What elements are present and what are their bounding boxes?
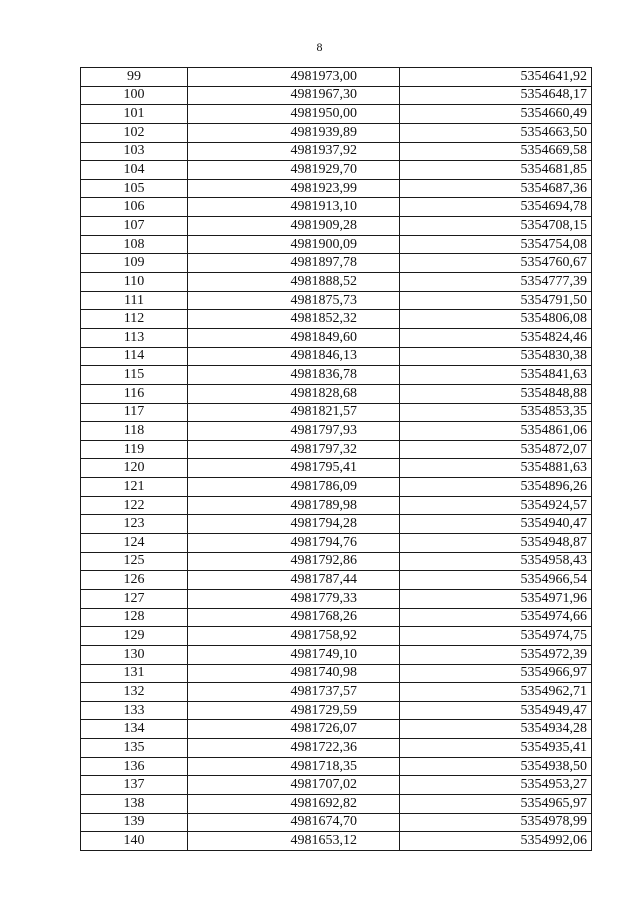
y-coordinate-cell: 5354971,96 <box>400 589 592 608</box>
point-number-cell: 132 <box>81 683 188 702</box>
x-coordinate-cell: 4981768,26 <box>188 608 400 627</box>
point-number-cell: 127 <box>81 589 188 608</box>
point-number-cell: 128 <box>81 608 188 627</box>
y-coordinate-cell: 5354978,99 <box>400 813 592 832</box>
x-coordinate-cell: 4981852,32 <box>188 310 400 329</box>
x-coordinate-cell: 4981740,98 <box>188 664 400 683</box>
y-coordinate-cell: 5354791,50 <box>400 291 592 310</box>
point-number-cell: 114 <box>81 347 188 366</box>
y-coordinate-cell: 5354648,17 <box>400 86 592 105</box>
point-number-cell: 105 <box>81 179 188 198</box>
table-row <box>81 832 592 851</box>
x-coordinate-cell: 4981795,41 <box>188 459 400 478</box>
x-coordinate-cell: 4981849,60 <box>188 328 400 347</box>
point-number-cell: 138 <box>81 794 188 813</box>
point-number-cell: 131 <box>81 664 188 683</box>
x-coordinate-cell: 4981937,92 <box>188 142 400 161</box>
y-coordinate-cell: 5354940,47 <box>400 515 592 534</box>
table-row <box>81 198 592 217</box>
y-coordinate-cell: 5354924,57 <box>400 496 592 515</box>
y-coordinate-cell: 5354708,15 <box>400 217 592 236</box>
x-coordinate-cell: 4981674,70 <box>188 813 400 832</box>
point-number-cell: 103 <box>81 142 188 161</box>
table-row <box>81 142 592 161</box>
x-coordinate-cell: 4981875,73 <box>188 291 400 310</box>
y-coordinate-cell: 5354669,58 <box>400 142 592 161</box>
table-row <box>81 217 592 236</box>
table-row <box>81 384 592 403</box>
point-number-cell: 122 <box>81 496 188 515</box>
table-row <box>81 776 592 795</box>
x-coordinate-cell: 4981722,36 <box>188 739 400 758</box>
point-number-cell: 101 <box>81 105 188 124</box>
point-number-cell: 133 <box>81 701 188 720</box>
table-row <box>81 664 592 683</box>
x-coordinate-cell: 4981836,78 <box>188 366 400 385</box>
table-row <box>81 701 592 720</box>
y-coordinate-cell: 5354949,47 <box>400 701 592 720</box>
point-number-cell: 108 <box>81 235 188 254</box>
table-row <box>81 478 592 497</box>
table-row <box>81 291 592 310</box>
coordinates-table <box>80 67 592 851</box>
table-row <box>81 571 592 590</box>
y-coordinate-cell: 5354935,41 <box>400 739 592 758</box>
table-row <box>81 496 592 515</box>
x-coordinate-cell: 4981846,13 <box>188 347 400 366</box>
x-coordinate-cell: 4981967,30 <box>188 86 400 105</box>
x-coordinate-cell: 4981779,33 <box>188 589 400 608</box>
point-number-cell: 135 <box>81 739 188 758</box>
y-coordinate-cell: 5354992,06 <box>400 832 592 851</box>
table-row <box>81 105 592 124</box>
point-number-cell: 121 <box>81 478 188 497</box>
table-row <box>81 254 592 273</box>
point-number-cell: 120 <box>81 459 188 478</box>
y-coordinate-cell: 5354953,27 <box>400 776 592 795</box>
point-number-cell: 113 <box>81 328 188 347</box>
y-coordinate-cell: 5354934,28 <box>400 720 592 739</box>
table-row <box>81 123 592 142</box>
point-number-cell: 136 <box>81 757 188 776</box>
x-coordinate-cell: 4981749,10 <box>188 645 400 664</box>
x-coordinate-cell: 4981737,57 <box>188 683 400 702</box>
y-coordinate-cell: 5354841,63 <box>400 366 592 385</box>
y-coordinate-cell: 5354687,36 <box>400 179 592 198</box>
y-coordinate-cell: 5354694,78 <box>400 198 592 217</box>
y-coordinate-cell: 5354663,50 <box>400 123 592 142</box>
point-number-cell: 109 <box>81 254 188 273</box>
point-number-cell: 102 <box>81 123 188 142</box>
x-coordinate-cell: 4981707,02 <box>188 776 400 795</box>
x-coordinate-cell: 4981900,09 <box>188 235 400 254</box>
point-number-cell: 126 <box>81 571 188 590</box>
y-coordinate-cell: 5354938,50 <box>400 757 592 776</box>
y-coordinate-cell: 5354948,87 <box>400 534 592 553</box>
table-row <box>81 440 592 459</box>
x-coordinate-cell: 4981787,44 <box>188 571 400 590</box>
x-coordinate-cell: 4981821,57 <box>188 403 400 422</box>
point-number-cell: 117 <box>81 403 188 422</box>
y-coordinate-cell: 5354861,06 <box>400 422 592 441</box>
y-coordinate-cell: 5354848,88 <box>400 384 592 403</box>
point-number-cell: 139 <box>81 813 188 832</box>
table-row <box>81 179 592 198</box>
y-coordinate-cell: 5354641,92 <box>400 68 592 87</box>
table-row <box>81 403 592 422</box>
x-coordinate-cell: 4981897,78 <box>188 254 400 273</box>
y-coordinate-cell: 5354881,63 <box>400 459 592 478</box>
point-number-cell: 137 <box>81 776 188 795</box>
table-row <box>81 608 592 627</box>
y-coordinate-cell: 5354681,85 <box>400 161 592 180</box>
point-number-cell: 118 <box>81 422 188 441</box>
table-row <box>81 552 592 571</box>
y-coordinate-cell: 5354760,67 <box>400 254 592 273</box>
table-row <box>81 627 592 646</box>
y-coordinate-cell: 5354806,08 <box>400 310 592 329</box>
x-coordinate-cell: 4981692,82 <box>188 794 400 813</box>
x-coordinate-cell: 4981792,86 <box>188 552 400 571</box>
table-row <box>81 589 592 608</box>
x-coordinate-cell: 4981729,59 <box>188 701 400 720</box>
x-coordinate-cell: 4981939,89 <box>188 123 400 142</box>
y-coordinate-cell: 5354965,97 <box>400 794 592 813</box>
y-coordinate-cell: 5354962,71 <box>400 683 592 702</box>
table-row <box>81 68 592 87</box>
page-number: 8 <box>316 40 323 54</box>
x-coordinate-cell: 4981794,28 <box>188 515 400 534</box>
table-row <box>81 86 592 105</box>
x-coordinate-cell: 4981758,92 <box>188 627 400 646</box>
table-row <box>81 235 592 254</box>
point-number-cell: 124 <box>81 534 188 553</box>
table-row <box>81 794 592 813</box>
coordinates-table-body <box>81 68 592 851</box>
x-coordinate-cell: 4981718,35 <box>188 757 400 776</box>
table-row <box>81 757 592 776</box>
table-row <box>81 273 592 292</box>
y-coordinate-cell: 5354958,43 <box>400 552 592 571</box>
table-row <box>81 645 592 664</box>
table-row <box>81 366 592 385</box>
table-row <box>81 813 592 832</box>
point-number-cell: 112 <box>81 310 188 329</box>
point-number-cell: 100 <box>81 86 188 105</box>
point-number-cell: 106 <box>81 198 188 217</box>
point-number-cell: 110 <box>81 273 188 292</box>
table-row <box>81 739 592 758</box>
y-coordinate-cell: 5354754,08 <box>400 235 592 254</box>
table-row <box>81 515 592 534</box>
x-coordinate-cell: 4981929,70 <box>188 161 400 180</box>
point-number-cell: 119 <box>81 440 188 459</box>
y-coordinate-cell: 5354872,07 <box>400 440 592 459</box>
y-coordinate-cell: 5354777,39 <box>400 273 592 292</box>
x-coordinate-cell: 4981786,09 <box>188 478 400 497</box>
x-coordinate-cell: 4981828,68 <box>188 384 400 403</box>
x-coordinate-cell: 4981888,52 <box>188 273 400 292</box>
table-row <box>81 328 592 347</box>
table-row <box>81 683 592 702</box>
point-number-cell: 107 <box>81 217 188 236</box>
y-coordinate-cell: 5354966,54 <box>400 571 592 590</box>
x-coordinate-cell: 4981973,00 <box>188 68 400 87</box>
x-coordinate-cell: 4981913,10 <box>188 198 400 217</box>
x-coordinate-cell: 4981726,07 <box>188 720 400 739</box>
x-coordinate-cell: 4981950,00 <box>188 105 400 124</box>
point-number-cell: 134 <box>81 720 188 739</box>
point-number-cell: 140 <box>81 832 188 851</box>
y-coordinate-cell: 5354972,39 <box>400 645 592 664</box>
x-coordinate-cell: 4981653,12 <box>188 832 400 851</box>
table-row <box>81 347 592 366</box>
table-row <box>81 534 592 553</box>
point-number-cell: 125 <box>81 552 188 571</box>
point-number-cell: 104 <box>81 161 188 180</box>
table-row <box>81 459 592 478</box>
table-row <box>81 161 592 180</box>
point-number-cell: 129 <box>81 627 188 646</box>
point-number-cell: 111 <box>81 291 188 310</box>
y-coordinate-cell: 5354974,75 <box>400 627 592 646</box>
x-coordinate-cell: 4981909,28 <box>188 217 400 236</box>
table-row <box>81 720 592 739</box>
y-coordinate-cell: 5354853,35 <box>400 403 592 422</box>
point-number-cell: 123 <box>81 515 188 534</box>
y-coordinate-cell: 5354974,66 <box>400 608 592 627</box>
y-coordinate-cell: 5354966,97 <box>400 664 592 683</box>
y-coordinate-cell: 5354660,49 <box>400 105 592 124</box>
y-coordinate-cell: 5354824,46 <box>400 328 592 347</box>
point-number-cell: 116 <box>81 384 188 403</box>
x-coordinate-cell: 4981797,93 <box>188 422 400 441</box>
x-coordinate-cell: 4981923,99 <box>188 179 400 198</box>
x-coordinate-cell: 4981794,76 <box>188 534 400 553</box>
point-number-cell: 99 <box>81 68 188 87</box>
point-number-cell: 130 <box>81 645 188 664</box>
table-row <box>81 310 592 329</box>
table-row <box>81 422 592 441</box>
x-coordinate-cell: 4981797,32 <box>188 440 400 459</box>
y-coordinate-cell: 5354896,26 <box>400 478 592 497</box>
point-number-cell: 115 <box>81 366 188 385</box>
x-coordinate-cell: 4981789,98 <box>188 496 400 515</box>
y-coordinate-cell: 5354830,38 <box>400 347 592 366</box>
